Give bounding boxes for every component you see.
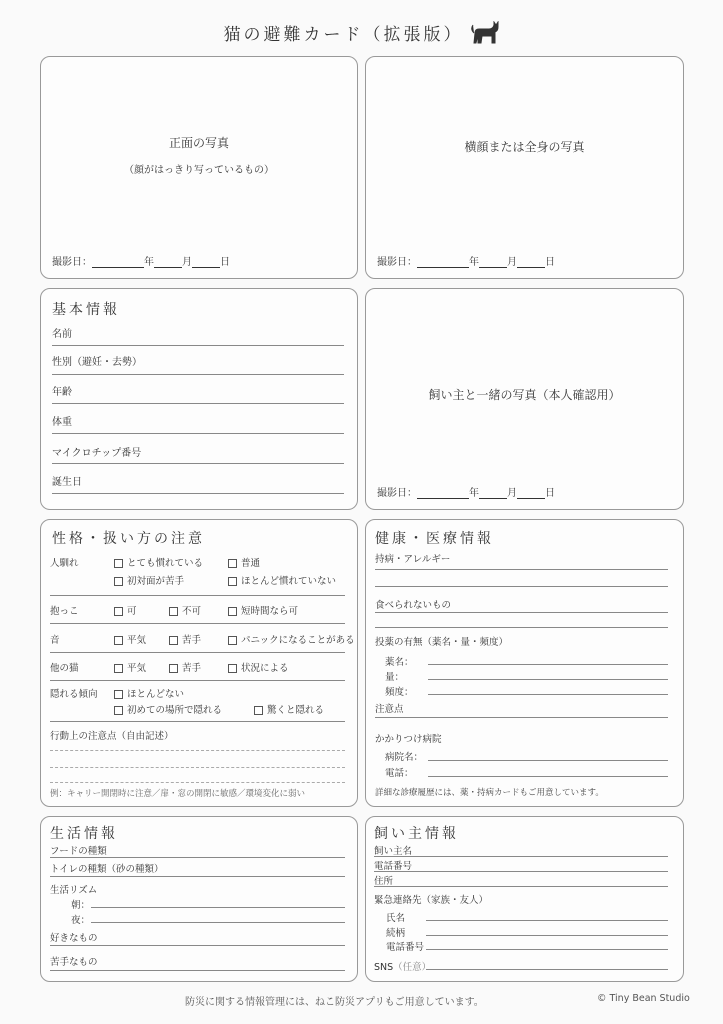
- front-photo-label: 正面の写真: [168, 136, 229, 150]
- age-line[interactable]: [52, 403, 344, 404]
- toilet-type-line[interactable]: [50, 876, 345, 877]
- emergency-name-label: 氏名: [386, 913, 406, 924]
- food-ng-line-2[interactable]: [375, 627, 668, 628]
- page-title: [0, 20, 723, 50]
- sns-text: SNS: [374, 962, 394, 973]
- option-checkbox[interactable]: [228, 573, 336, 587]
- behavior-example: 例：キャリー開閉時に注意／扉・窓の開閉に敏感／環境変化に弱い: [50, 789, 306, 799]
- option-label: 苦手: [182, 663, 202, 674]
- option-checkbox[interactable]: [228, 603, 298, 617]
- field-birthday: 誕生日: [52, 477, 82, 488]
- hospital-name-label: 病院名：: [385, 752, 424, 763]
- option-checkbox[interactable]: [114, 573, 184, 587]
- option-checkbox[interactable]: [114, 632, 146, 646]
- sex-line[interactable]: [52, 374, 344, 375]
- option-checkbox[interactable]: [169, 632, 201, 646]
- checkbox-icon: [228, 636, 237, 645]
- food-ng-line[interactable]: [375, 612, 668, 613]
- owner-photo-date[interactable]: [377, 484, 555, 499]
- field-name: 名前: [52, 329, 72, 340]
- owner-phone-label: 電話番号: [374, 861, 413, 872]
- checkbox-icon: [114, 636, 123, 645]
- microchip-line[interactable]: [52, 463, 344, 464]
- option-label: 苦手: [182, 635, 202, 646]
- divider: [50, 721, 345, 722]
- option-label: 可: [127, 606, 137, 617]
- notes-line[interactable]: [50, 767, 345, 768]
- month-unit: 月: [507, 488, 517, 499]
- life-info-heading: 生活情報: [50, 826, 118, 842]
- field-weight: 体重: [52, 417, 72, 428]
- checkbox-icon: [114, 706, 123, 715]
- health-notes-line[interactable]: [375, 717, 668, 718]
- divider: [50, 680, 345, 681]
- option-checkbox[interactable]: [228, 555, 260, 569]
- day-unit: 日: [545, 257, 555, 268]
- sns-note: （任意）: [393, 962, 432, 973]
- health-notes-label: 注意点: [375, 704, 404, 715]
- option-label: ほとんど慣れていない: [241, 576, 337, 587]
- option-checkbox[interactable]: [114, 702, 222, 716]
- option-checkbox[interactable]: [114, 603, 137, 617]
- owner-photo-label: 飼い主と一緒の写真（本人確認用）: [428, 388, 621, 402]
- hospital-name-line[interactable]: [428, 760, 668, 761]
- side-photo-box: [365, 56, 684, 279]
- field-sex: 性別（避妊・去勢）: [52, 357, 142, 368]
- footer-credit: © Tiny Bean Studio: [597, 993, 690, 1004]
- hospital-phone-line[interactable]: [428, 776, 668, 777]
- front-photo-sublabel: （顔がはっきり写っているもの）: [124, 165, 274, 176]
- divider: [50, 595, 345, 596]
- checkbox-icon: [228, 559, 237, 568]
- checkbox-icon: [228, 664, 237, 673]
- cat-silhouette-icon: [470, 21, 500, 50]
- checkbox-icon: [228, 607, 237, 616]
- year-unit: 年: [469, 257, 479, 268]
- option-label: 状況による: [241, 663, 289, 674]
- amount-line[interactable]: [428, 679, 668, 680]
- divider: [50, 652, 345, 653]
- option-checkbox[interactable]: [228, 632, 355, 646]
- meds-label: 投薬の有無（薬名・量・頻度）: [375, 637, 509, 648]
- personality-box: [40, 519, 358, 807]
- emergency-phone-line[interactable]: [426, 949, 668, 950]
- toilet-type-label: トイレの種類（砂の種類）: [50, 864, 164, 875]
- sns-label: [374, 959, 431, 973]
- personality-heading: 性格・扱い方の注意: [52, 531, 205, 547]
- front-photo-date[interactable]: [52, 253, 230, 268]
- emergency-label: 緊急連絡先（家族・友人）: [374, 895, 489, 906]
- month-unit: 月: [507, 257, 517, 268]
- health-footnote: 詳細な診療履歴には、薬・持病カードもご用意しています。: [375, 788, 604, 798]
- owner-info-heading: 飼い主情報: [374, 826, 459, 842]
- basic-info-box: [40, 288, 358, 510]
- chronic-line-2[interactable]: [375, 586, 668, 587]
- front-photo-box: [40, 56, 358, 279]
- owner-name-line[interactable]: [374, 856, 668, 857]
- night-line[interactable]: [91, 922, 345, 923]
- option-checkbox[interactable]: [114, 555, 203, 569]
- row-label-hiding: 隠れる傾向: [50, 689, 98, 700]
- date-label: 撮影日：: [377, 257, 417, 268]
- year-unit: 年: [469, 488, 479, 499]
- row-label-other-cats: 他の猫: [50, 663, 79, 674]
- food-type-label: フードの種類: [50, 846, 107, 857]
- name-line[interactable]: [52, 345, 344, 346]
- morning-line[interactable]: [91, 907, 345, 908]
- option-checkbox[interactable]: [169, 660, 201, 674]
- checkbox-icon: [114, 664, 123, 673]
- option-label: 平気: [127, 635, 147, 646]
- food-type-line[interactable]: [50, 857, 345, 858]
- owner-phone-line[interactable]: [374, 871, 668, 872]
- option-checkbox[interactable]: [228, 660, 289, 674]
- owner-address-label: 住所: [374, 876, 394, 887]
- option-label: 平気: [127, 663, 147, 674]
- row-label-tame: 人馴れ: [50, 558, 79, 569]
- checkbox-icon: [169, 607, 178, 616]
- dislikes-label: 苦手なもの: [50, 957, 98, 968]
- option-checkbox[interactable]: [169, 603, 201, 617]
- health-box: [365, 519, 684, 807]
- checkbox-icon: [228, 577, 237, 586]
- likes-line[interactable]: [50, 945, 345, 946]
- option-checkbox[interactable]: [114, 660, 146, 674]
- health-heading: 健康・医療情報: [375, 531, 494, 547]
- title-text: 猫の避難カード（拡張版）: [223, 25, 464, 45]
- checkbox-icon: [114, 577, 123, 586]
- day-unit: 日: [220, 257, 230, 268]
- option-label: 初対面が苦手: [127, 576, 185, 587]
- owner-address-line[interactable]: [374, 886, 668, 887]
- option-label: 初めての場所で隠れる: [127, 705, 223, 716]
- option-label: 驚くと隠れる: [267, 705, 325, 716]
- divider: [50, 623, 345, 624]
- option-checkbox[interactable]: [114, 686, 184, 700]
- frequency-line[interactable]: [428, 694, 668, 695]
- likes-label: 好きなもの: [50, 933, 98, 944]
- night-label: 夜：: [71, 915, 91, 926]
- footer-note: 防災に関する情報管理には、ねこ防災アプリもご用意しています。: [185, 997, 484, 1008]
- date-label: 撮影日：: [377, 488, 417, 499]
- option-label: 不可: [182, 606, 202, 617]
- month-unit: 月: [182, 257, 192, 268]
- checkbox-icon: [169, 636, 178, 645]
- hospital-phone-label: 電話：: [385, 768, 414, 779]
- frequency-label: 頻度：: [385, 687, 414, 698]
- option-label: 普通: [241, 558, 261, 569]
- hospital-label: かかりつけ病院: [375, 734, 442, 745]
- row-label-sound: 音: [50, 635, 60, 646]
- notes-line[interactable]: [50, 750, 345, 751]
- option-label: とても慣れている: [127, 558, 204, 569]
- morning-label: 朝：: [71, 900, 91, 911]
- owner-name-label: 飼い主名: [374, 846, 413, 857]
- amount-label: 量：: [385, 672, 405, 683]
- side-photo-date[interactable]: [377, 253, 555, 268]
- chronic-line[interactable]: [375, 569, 668, 570]
- row-label-hold: 抱っこ: [50, 606, 79, 617]
- weight-line[interactable]: [52, 433, 344, 434]
- day-unit: 日: [545, 488, 555, 499]
- sns-line[interactable]: [426, 969, 668, 970]
- checkbox-icon: [114, 559, 123, 568]
- med-name-label: 薬名：: [385, 657, 414, 668]
- emergency-relation-line[interactable]: [426, 935, 668, 936]
- basic-info-heading: 基本情報: [52, 302, 120, 318]
- date-label: 撮影日：: [52, 257, 92, 268]
- option-label: パニックになることがある: [241, 635, 355, 646]
- emergency-relation-label: 続柄: [386, 928, 406, 939]
- checkbox-icon: [169, 664, 178, 673]
- emergency-phone-label: 電話番号: [386, 942, 425, 953]
- food-ng-label: 食べられないもの: [375, 600, 452, 611]
- dislikes-line[interactable]: [50, 970, 345, 971]
- year-unit: 年: [144, 257, 154, 268]
- checkbox-icon: [114, 607, 123, 616]
- owner-photo-box: [365, 288, 684, 510]
- field-age: 年齢: [52, 387, 72, 398]
- checkbox-icon: [254, 706, 263, 715]
- rhythm-label: 生活リズム: [50, 885, 98, 896]
- emergency-name-line[interactable]: [426, 920, 668, 921]
- option-label: ほとんどない: [127, 689, 185, 700]
- owner-info-box: [365, 816, 684, 982]
- behavior-notes-label: 行動上の注意点（自由記述）: [50, 731, 174, 742]
- birthday-line[interactable]: [52, 493, 344, 494]
- checkbox-icon: [114, 690, 123, 699]
- option-label: 短時間なら可: [241, 606, 299, 617]
- notes-line[interactable]: [50, 782, 345, 783]
- chronic-label: 持病・アレルギー: [375, 554, 451, 565]
- life-info-box: [40, 816, 358, 982]
- field-microchip: マイクロチップ番号: [52, 448, 142, 459]
- side-photo-label: 横顔または全身の写真: [464, 140, 585, 154]
- option-checkbox[interactable]: [254, 702, 324, 716]
- med-name-line[interactable]: [428, 664, 668, 665]
